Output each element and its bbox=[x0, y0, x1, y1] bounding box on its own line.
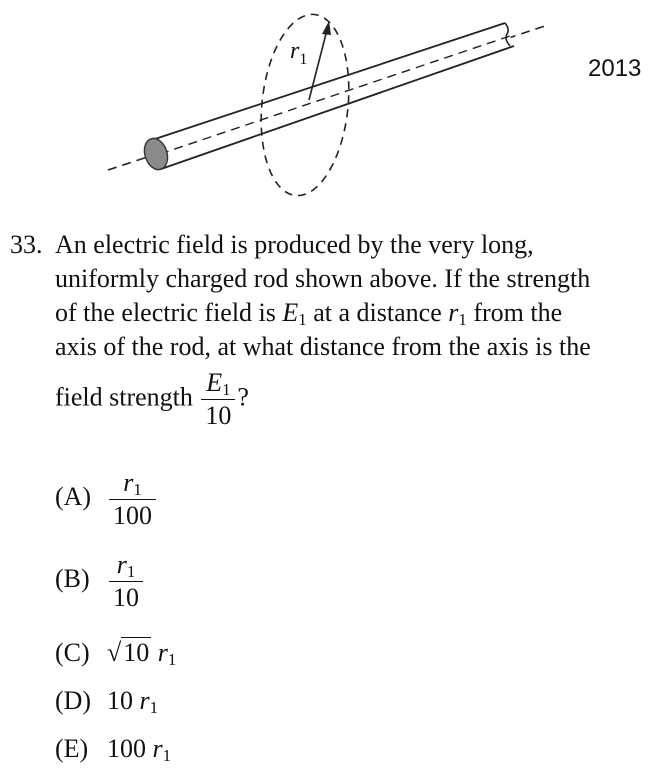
rod-body bbox=[155, 23, 514, 169]
radius-label: $r_1$ bbox=[290, 38, 308, 68]
question-line-1: An electric field is produced by the very long, bbox=[55, 230, 534, 259]
question-number: 33. bbox=[10, 230, 43, 259]
question-line-3: of the electric field is $E_1$ at a distance $r_1$ from the bbox=[55, 298, 563, 330]
choice-d[interactable]: (D) 10 $r_1$ bbox=[55, 686, 159, 718]
question-line-5: field strength $\frac{E_1}{10}$ ? bbox=[55, 368, 249, 430]
rod-bottom-edge bbox=[161, 46, 514, 169]
sqrt-symbol: √ bbox=[107, 638, 122, 667]
question-line-2: uniformly charged rod shown above. If the strength bbox=[55, 264, 591, 293]
charged-rod-diagram bbox=[0, 0, 667, 210]
field-fraction: $\frac{E_1}{10}$ bbox=[201, 368, 235, 431]
rod-top-edge bbox=[155, 23, 505, 139]
year-label: 2013 bbox=[588, 55, 642, 82]
question-line-4: axis of the rod, at what distance from the axis is the bbox=[55, 332, 591, 361]
choice-a[interactable]: (A) $\frac{r_1}{100}$ bbox=[55, 468, 158, 531]
choice-e[interactable]: (E) 100 $r_1$ bbox=[55, 734, 172, 766]
choice-b[interactable]: (B) $\frac{r_1}{10}$ bbox=[55, 550, 145, 613]
choice-c[interactable]: (C) √10 $r_1$ bbox=[55, 638, 177, 670]
